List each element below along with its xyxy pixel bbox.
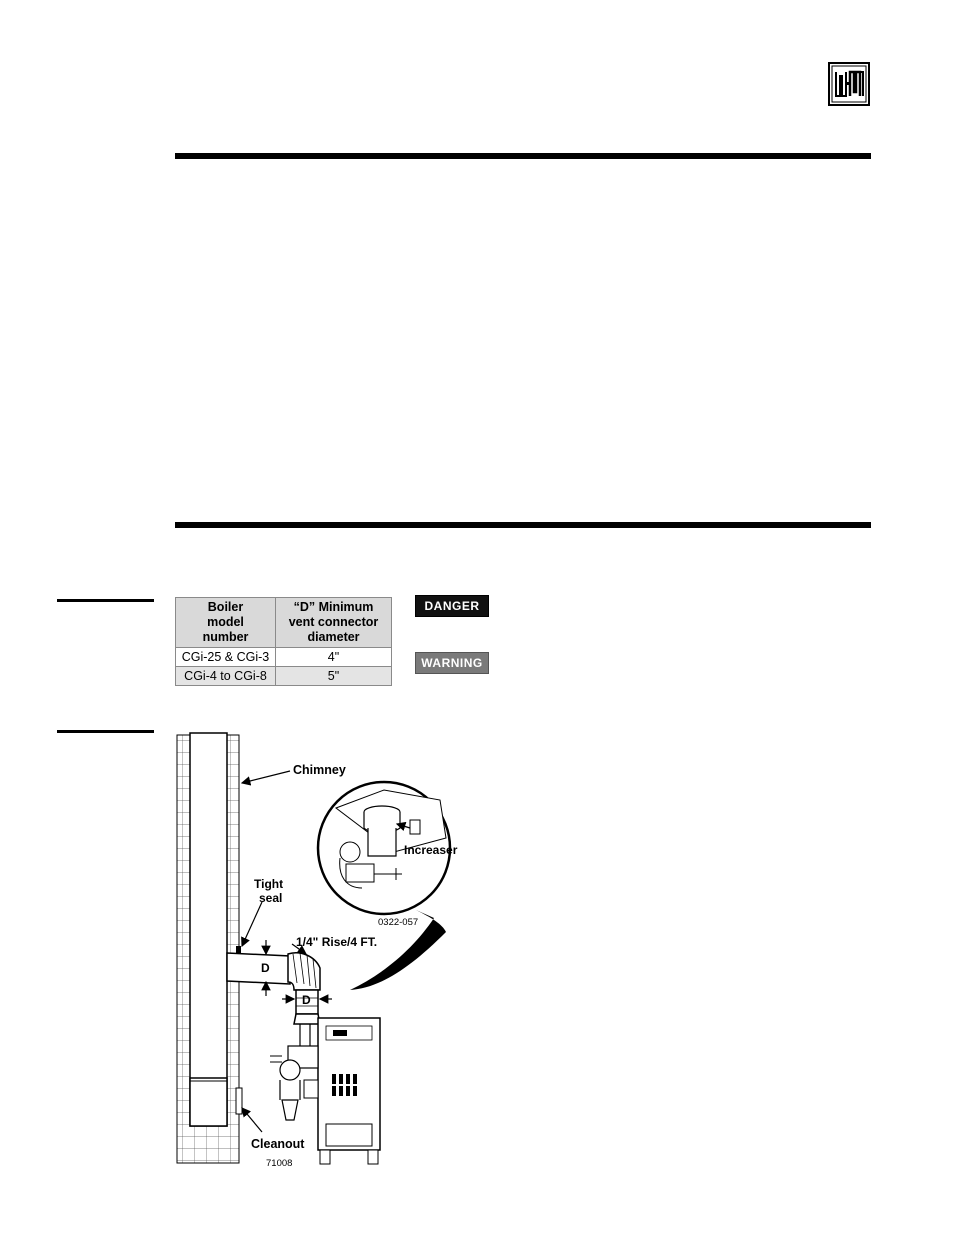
cell-diameter: 4" [276, 648, 392, 667]
middle-divider [175, 522, 871, 528]
label-inset-code: 0322-057 [378, 917, 419, 928]
label-rise: 1/4" Rise/4 FT. [296, 935, 378, 949]
table-row [176, 648, 392, 667]
label-d-vertical: D [302, 993, 311, 1007]
label-tight: Tight [254, 877, 284, 891]
side-rule-table [57, 599, 154, 602]
table-row [176, 667, 392, 686]
cell-diameter: 5" [276, 667, 392, 686]
vent-installation-diagram [170, 728, 520, 1173]
header-min-diameter: “D” Minimum vent connector diameter [276, 598, 392, 648]
label-cleanout: Cleanout [251, 1137, 305, 1151]
label-chimney: Chimney [293, 763, 346, 777]
table-header-row [176, 598, 392, 648]
label-increaser: Increaser [404, 843, 458, 857]
danger-badge: DANGER [415, 595, 489, 617]
cell-model: CGi-4 to CGi-8 [176, 667, 276, 686]
vent-connector-pipe [227, 953, 320, 1024]
label-figure-code: 71008 [266, 1158, 293, 1169]
chimney-wall [177, 733, 242, 1163]
cell-model: CGi-25 & CGi-3 [176, 648, 276, 667]
vent-connector-table [175, 597, 392, 686]
label-d-horizontal: D [261, 961, 270, 975]
header-boiler-model: Boiler model number [176, 598, 276, 648]
wm-logo-icon [828, 62, 870, 106]
warning-badge: WARNING [415, 652, 489, 674]
top-divider [175, 153, 871, 159]
side-rule-figure [57, 730, 154, 733]
increaser-inset [318, 782, 450, 990]
label-seal: seal [259, 891, 283, 905]
